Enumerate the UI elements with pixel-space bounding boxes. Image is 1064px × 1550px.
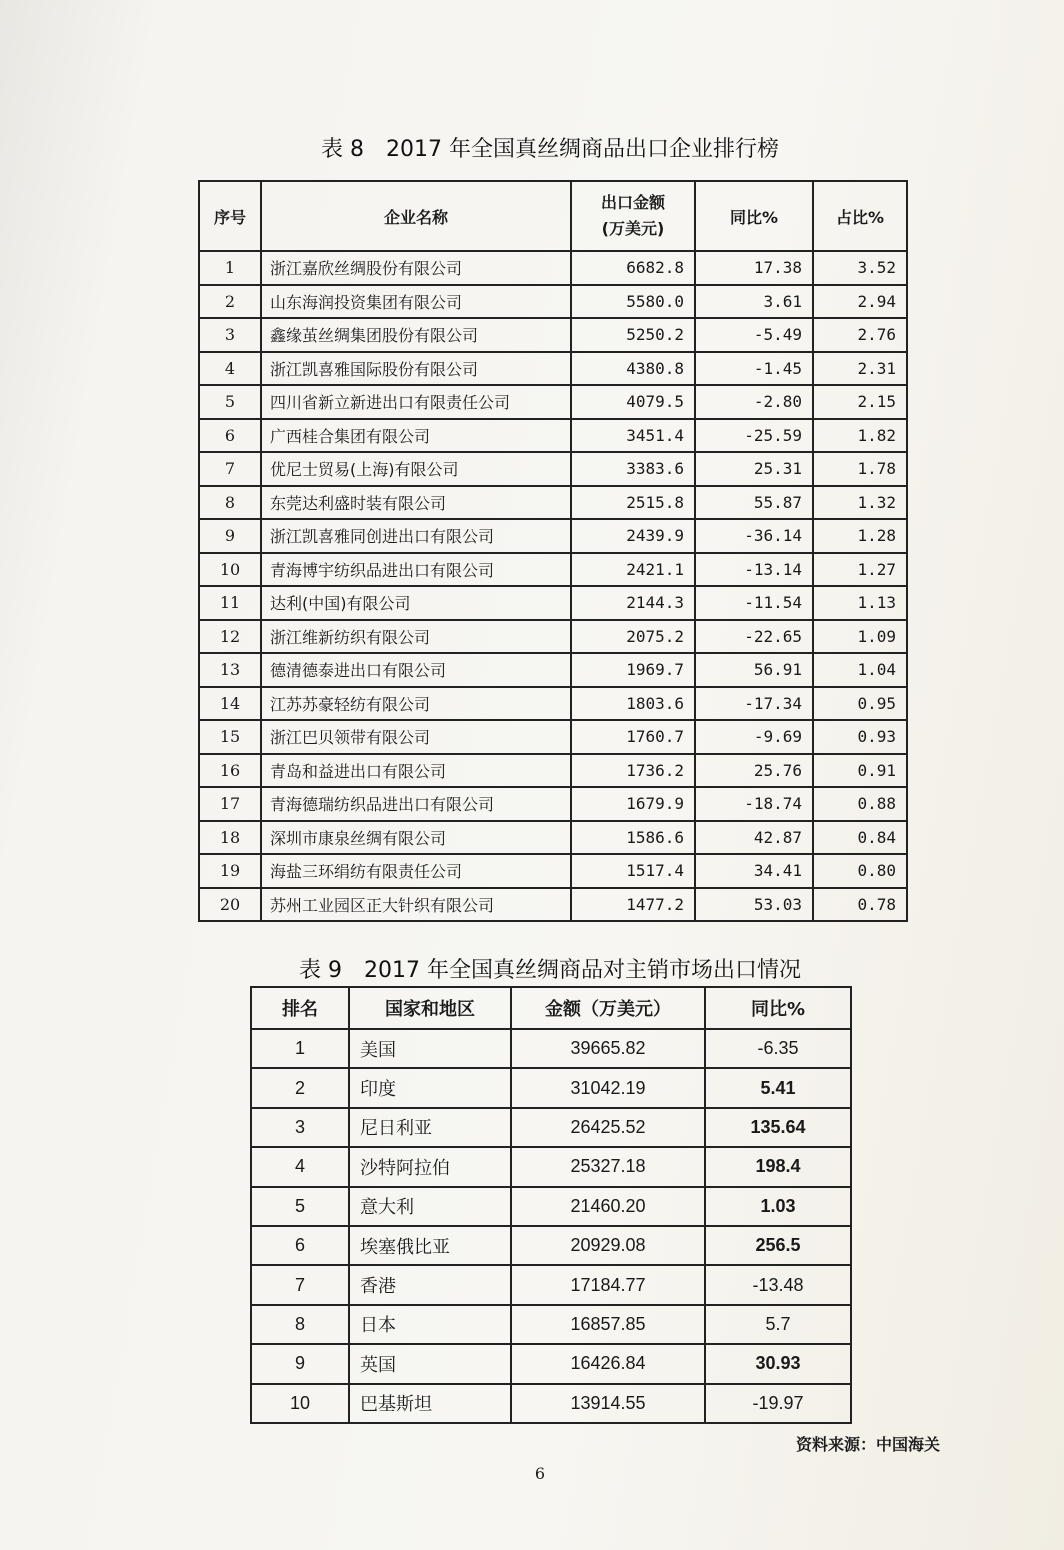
share-cell: 1.78 [813,452,907,486]
amount-cell: 3451.4 [571,419,695,453]
rank-cell: 14 [199,687,261,721]
amount-cell: 2421.1 [571,553,695,587]
table9-market-exports [250,986,852,1424]
yoy-cell: 3.61 [695,285,813,319]
table-row [251,1226,851,1265]
table-row [199,586,907,620]
rank-cell: 9 [251,1344,349,1383]
header-company: 企业名称 [261,181,571,251]
rank-cell: 10 [251,1384,349,1423]
company-cell: 青岛和益进出口有限公司 [261,754,571,788]
amount-cell: 4380.8 [571,352,695,386]
rank-cell: 2 [199,285,261,319]
rank-cell: 19 [199,854,261,888]
company-cell: 四川省新立新进出口有限责任公司 [261,385,571,419]
country-cell: 意大利 [349,1187,511,1226]
rank-cell: 6 [199,419,261,453]
header-amount-line1: 出口金额 [600,193,665,212]
share-cell: 2.31 [813,352,907,386]
table-row [199,419,907,453]
country-cell: 英国 [349,1344,511,1383]
country-cell: 尼日利亚 [349,1108,511,1147]
amount-cell: 1517.4 [571,854,695,888]
amount-cell: 5250.2 [571,318,695,352]
rank-cell: 5 [251,1187,349,1226]
table-row [199,519,907,553]
amount-cell: 2075.2 [571,620,695,654]
table-row [199,854,907,888]
amount-cell: 2439.9 [571,519,695,553]
amount-cell: 6682.8 [571,251,695,285]
table8-company-ranking [198,180,908,922]
yoy-cell: -1.45 [695,352,813,386]
company-cell: 江苏苏豪轻纺有限公司 [261,687,571,721]
rank-cell: 8 [199,486,261,520]
yoy-cell: -18.74 [695,787,813,821]
yoy-cell: 17.38 [695,251,813,285]
yoy-cell: 42.87 [695,821,813,855]
yoy-cell: 1.03 [705,1187,851,1226]
share-cell: 0.93 [813,720,907,754]
rank-cell: 18 [199,821,261,855]
header-amount [571,181,695,251]
share-cell: 0.84 [813,821,907,855]
company-cell: 鑫缘茧丝绸集团股份有限公司 [261,318,571,352]
table-row [251,1344,851,1383]
rank-cell: 7 [199,452,261,486]
table-row [199,352,907,386]
amount-cell: 5580.0 [571,285,695,319]
table8-title: 表 8 2017 年全国真丝绸商品出口企业排行榜 [321,137,779,162]
yoy-cell: -5.49 [695,318,813,352]
country-cell: 美国 [349,1029,511,1068]
company-cell: 青海博宇纺织品进出口有限公司 [261,553,571,587]
table-row [199,385,907,419]
amount-cell: 2144.3 [571,586,695,620]
amount-cell: 4079.5 [571,385,695,419]
share-cell: 0.91 [813,754,907,788]
amount-cell: 26425.52 [511,1108,705,1147]
rank-cell: 1 [251,1029,349,1068]
amount-cell: 1760.7 [571,720,695,754]
share-cell: 1.82 [813,419,907,453]
country-cell: 香港 [349,1265,511,1304]
country-cell: 埃塞俄比亚 [349,1226,511,1265]
table-row [199,687,907,721]
yoy-cell: -13.14 [695,553,813,587]
yoy-cell: -11.54 [695,586,813,620]
company-cell: 浙江嘉欣丝绸股份有限公司 [261,251,571,285]
company-cell: 优尼士贸易(上海)有限公司 [261,452,571,486]
yoy-cell: -13.48 [705,1265,851,1304]
table-row [251,1147,851,1186]
share-cell: 2.76 [813,318,907,352]
rank-cell: 13 [199,653,261,687]
header-rank: 序号 [199,181,261,251]
yoy-cell: 25.31 [695,452,813,486]
rank-cell: 4 [251,1147,349,1186]
company-cell: 山东海润投资集团有限公司 [261,285,571,319]
rank-cell: 9 [199,519,261,553]
amount-cell: 3383.6 [571,452,695,486]
table-row [199,754,907,788]
rank-cell: 3 [251,1108,349,1147]
table-row [251,1029,851,1068]
company-cell: 苏州工业园区正大针织有限公司 [261,888,571,922]
rank-cell: 15 [199,720,261,754]
share-cell: 0.78 [813,888,907,922]
table9-title: 表 9 2017 年全国真丝绸商品对主销市场出口情况 [299,958,801,983]
table-row [251,1265,851,1304]
rank-cell: 16 [199,754,261,788]
table-row [251,1305,851,1344]
amount-cell: 16857.85 [511,1305,705,1344]
share-cell: 1.04 [813,653,907,687]
rank-cell: 10 [199,553,261,587]
company-cell: 浙江巴贝领带有限公司 [261,720,571,754]
company-cell: 东莞达利盛时装有限公司 [261,486,571,520]
rank-cell: 8 [251,1305,349,1344]
yoy-cell: 56.91 [695,653,813,687]
rank-cell: 5 [199,385,261,419]
amount-cell: 1736.2 [571,754,695,788]
company-cell: 德清德泰进出口有限公司 [261,653,571,687]
table-row [199,452,907,486]
company-cell: 海盐三环绢纺有限责任公司 [261,854,571,888]
amount-cell: 1803.6 [571,687,695,721]
table-row [251,1187,851,1226]
company-cell: 浙江凯喜雅同创进出口有限公司 [261,519,571,553]
country-cell: 印度 [349,1068,511,1107]
share-cell: 0.95 [813,687,907,721]
share-cell: 1.28 [813,519,907,553]
yoy-cell: 55.87 [695,486,813,520]
table-row [199,251,907,285]
share-cell: 1.32 [813,486,907,520]
table-row [251,1068,851,1107]
company-cell: 青海德瑞纺织品进出口有限公司 [261,787,571,821]
yoy-cell: -19.97 [705,1384,851,1423]
amount-cell: 1586.6 [571,821,695,855]
rank-cell: 1 [199,251,261,285]
yoy-cell: 53.03 [695,888,813,922]
header-rank: 排名 [251,987,349,1029]
yoy-cell: 25.76 [695,754,813,788]
yoy-cell: 5.41 [705,1068,851,1107]
rank-cell: 17 [199,787,261,821]
amount-cell: 1969.7 [571,653,695,687]
rank-cell: 12 [199,620,261,654]
header-yoy: 同比% [705,987,851,1029]
table8-header-row [199,181,907,251]
amount-cell: 16426.84 [511,1344,705,1383]
rank-cell: 7 [251,1265,349,1304]
share-cell: 0.88 [813,787,907,821]
yoy-cell: -17.34 [695,687,813,721]
amount-cell: 17184.77 [511,1265,705,1304]
table-row [251,1108,851,1147]
source-note: 资料来源：中国海关 [795,1435,940,1454]
amount-cell: 20929.08 [511,1226,705,1265]
yoy-cell: 30.93 [705,1344,851,1383]
share-cell: 2.94 [813,285,907,319]
rank-cell: 11 [199,586,261,620]
table-row [199,486,907,520]
yoy-cell: -9.69 [695,720,813,754]
country-cell: 沙特阿拉伯 [349,1147,511,1186]
header-country: 国家和地区 [349,987,511,1029]
table-row [199,888,907,922]
table-row [199,318,907,352]
table-row [199,285,907,319]
share-cell: 3.52 [813,251,907,285]
page-number: 6 [534,1464,546,1483]
share-cell: 0.80 [813,854,907,888]
rank-cell: 3 [199,318,261,352]
amount-cell: 1679.9 [571,787,695,821]
header-yoy: 同比% [695,181,813,251]
company-cell: 深圳市康泉丝绸有限公司 [261,821,571,855]
share-cell: 1.27 [813,553,907,587]
yoy-cell: 135.64 [705,1108,851,1147]
yoy-cell: -25.59 [695,419,813,453]
company-cell: 浙江凯喜雅国际股份有限公司 [261,352,571,386]
yoy-cell: -6.35 [705,1029,851,1068]
table-row [199,553,907,587]
header-amount-line2: (万美元) [601,219,665,238]
rank-cell: 20 [199,888,261,922]
company-cell: 浙江维新纺织有限公司 [261,620,571,654]
yoy-cell: 256.5 [705,1226,851,1265]
company-cell: 达利(中国)有限公司 [261,586,571,620]
yoy-cell: 5.7 [705,1305,851,1344]
table9-header-row [251,987,851,1029]
amount-cell: 1477.2 [571,888,695,922]
rank-cell: 4 [199,352,261,386]
share-cell: 2.15 [813,385,907,419]
amount-cell: 13914.55 [511,1384,705,1423]
amount-cell: 2515.8 [571,486,695,520]
yoy-cell: 34.41 [695,854,813,888]
yoy-cell: -22.65 [695,620,813,654]
amount-cell: 21460.20 [511,1187,705,1226]
table-row [199,787,907,821]
amount-cell: 31042.19 [511,1068,705,1107]
country-cell: 巴基斯坦 [349,1384,511,1423]
table-row [199,720,907,754]
amount-cell: 39665.82 [511,1029,705,1068]
header-amount: 金额（万美元） [511,987,705,1029]
yoy-cell: -36.14 [695,519,813,553]
company-cell: 广西桂合集团有限公司 [261,419,571,453]
yoy-cell: -2.80 [695,385,813,419]
yoy-cell: 198.4 [705,1147,851,1186]
table-row [199,620,907,654]
country-cell: 日本 [349,1305,511,1344]
header-share: 占比% [813,181,907,251]
table-row [199,653,907,687]
share-cell: 1.13 [813,586,907,620]
rank-cell: 2 [251,1068,349,1107]
share-cell: 1.09 [813,620,907,654]
rank-cell: 6 [251,1226,349,1265]
table-row [251,1384,851,1423]
amount-cell: 25327.18 [511,1147,705,1186]
table-row [199,821,907,855]
